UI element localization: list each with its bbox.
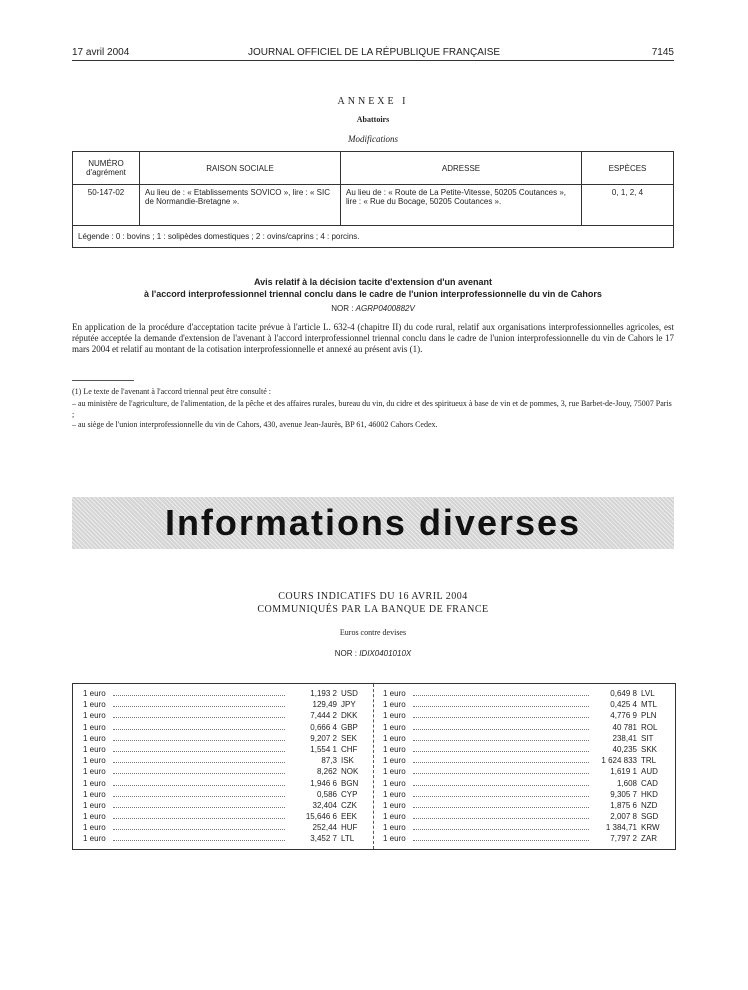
rate-row: [383, 800, 669, 811]
rate-value: 4,776 9: [610, 711, 637, 721]
leader-dots: [413, 733, 589, 741]
abattoirs-table: [72, 151, 674, 248]
cell-raison-sociale: Au lieu de : « Etablissements SOVICO », lire : « SIC de Normandie-Bretagne ».: [140, 185, 341, 226]
leader-dots: [113, 722, 285, 730]
journal-title: JOURNAL OFFICIEL DE LA RÉPUBLIQUE FRANÇAISE: [247, 47, 501, 58]
currency-code: CZK: [341, 800, 357, 810]
column-divider: [373, 684, 375, 849]
leader-dots: [413, 744, 589, 752]
currency-code: CYP: [341, 789, 358, 799]
currency-code: LVL: [641, 689, 655, 698]
rate-label: 1 euro: [383, 767, 406, 777]
rate-row: [83, 733, 363, 744]
leader-dots: [413, 710, 589, 718]
rate-value: 0,425 4: [610, 700, 637, 710]
rate-row: [83, 722, 363, 733]
rate-row: [83, 710, 363, 721]
rate-value: 8,262: [316, 767, 337, 777]
rate-label: 1 euro: [383, 700, 406, 710]
rate-value: 1,193 2: [310, 689, 337, 698]
rate-label: 1 euro: [383, 711, 406, 721]
table-row: [73, 185, 674, 226]
exchange-rates-table: [72, 683, 676, 850]
rate-row: [83, 833, 363, 844]
rate-value: 15,646 6: [305, 812, 337, 822]
rate-value: 1,554 1: [310, 744, 337, 754]
rate-row: [83, 755, 363, 766]
rate-value: 40 781: [612, 722, 637, 732]
rate-value: 9,305 7: [610, 789, 637, 799]
rate-label: 1 euro: [383, 689, 406, 698]
currency-code: JPY: [341, 700, 356, 710]
leader-dots: [413, 778, 589, 786]
rate-label: 1 euro: [383, 778, 406, 788]
currency-code: SGD: [641, 812, 659, 822]
currency-code: TRL: [641, 756, 657, 766]
currency-code: HKD: [641, 789, 658, 799]
currency-code: NOK: [341, 767, 359, 777]
cours-nor: [72, 649, 674, 658]
rate-label: 1 euro: [83, 778, 106, 788]
leader-dots: [413, 822, 589, 830]
footnote-intro: (1) Le texte de l'avenant à l'accord triennal peut être consulté :: [72, 387, 272, 396]
rate-row: [83, 778, 363, 789]
avis-title-line1: Avis relatif à la décision tacite d'extension d'un avenant: [253, 277, 493, 287]
currency-code: KRW: [641, 823, 660, 833]
annexe-title: ANNEXE I: [337, 96, 409, 107]
leader-dots: [413, 699, 589, 707]
currency-code: SIT: [641, 733, 654, 743]
rate-value: 1,946 6: [310, 778, 337, 788]
rate-row: [383, 833, 669, 844]
rate-label: 1 euro: [83, 689, 106, 698]
rate-label: 1 euro: [83, 789, 106, 799]
rate-row: [383, 744, 669, 755]
avis-paragraph: En application de la procédure d'acceptation tacite prévue à l'article L. 632-4 (chapitre II) du code rural, relatif aux organisations interprofessionnelles agricoles, est réputée acceptée la demande d'extension de l'avenant à l'accord interprofessionnel triennal conclu dans le cadre de l'union interprofessionnelle du vin de Cahors le 17 mars 2004 et relatif au montant de la cotisation interprofessionnelle et annexé au présent avis (1).: [72, 322, 674, 354]
rate-label: 1 euro: [383, 800, 406, 810]
leader-dots: [413, 789, 589, 797]
leader-dots: [413, 833, 589, 841]
footnote-item: – au siège de l'union interprofessionnelle du vin de Cahors, 430, avenue Jean-Jaurès, BP 61, 46002 Cahors Cedex.: [72, 420, 438, 429]
currency-code: SEK: [341, 733, 358, 743]
rate-row: [383, 778, 669, 789]
leader-dots: [113, 688, 285, 696]
avis-nor: [72, 304, 674, 313]
leader-dots: [413, 766, 589, 774]
annexe-subtitle: Abattoirs: [356, 115, 390, 124]
rate-label: 1 euro: [83, 767, 106, 777]
rate-value: 2,007 8: [610, 812, 637, 822]
header-rule: [72, 60, 674, 61]
currency-code: ROL: [641, 722, 658, 732]
currency-code: CAD: [641, 778, 658, 788]
currency-code: NZD: [641, 800, 658, 810]
rate-row: [383, 722, 669, 733]
currency-code: CHF: [341, 744, 358, 754]
leader-dots: [113, 733, 285, 741]
leader-dots: [113, 822, 285, 830]
rate-value: 7,797 2: [610, 834, 637, 844]
leader-dots: [113, 710, 285, 718]
leader-dots: [413, 755, 589, 763]
leader-dots: [113, 789, 285, 797]
rate-label: 1 euro: [83, 812, 106, 822]
rates-column-right: [383, 688, 669, 845]
currency-code: DKK: [341, 711, 358, 721]
rate-value: 40,235: [612, 744, 637, 754]
leader-dots: [113, 744, 285, 752]
leader-dots: [113, 811, 285, 819]
rate-row: [383, 710, 669, 721]
rate-value: 3,452 7: [310, 834, 337, 844]
rate-label: 1 euro: [83, 800, 106, 810]
currency-code: GBP: [341, 722, 358, 732]
currency-code: USD: [341, 689, 358, 698]
rate-row: [383, 699, 669, 710]
rate-value: 1,608: [616, 778, 637, 788]
rate-row: [383, 822, 669, 833]
currency-code: LTL: [341, 834, 355, 844]
rate-value: 238,41: [612, 733, 637, 743]
cours-subtitle: Euros contre devises: [339, 628, 407, 637]
rate-row: [383, 789, 669, 800]
rate-label: 1 euro: [383, 722, 406, 732]
currency-code: PLN: [641, 711, 657, 721]
rate-value: 129,49: [312, 700, 337, 710]
rate-label: 1 euro: [83, 700, 106, 710]
rate-value: 32,404: [312, 800, 337, 810]
leader-dots: [113, 833, 285, 841]
rate-label: 1 euro: [383, 812, 406, 822]
rate-row: [83, 822, 363, 833]
nor-label: NOR :: [334, 649, 357, 658]
footnote-item: – au ministère de l'agriculture, de l'alimentation, de la pêche et des affaires rurales, bureau du vin, du cidre et des spiritueux à base de vin et de pommes, 3, rue Barbet-de-Jouy, 75007 Paris ;: [72, 399, 672, 419]
rate-label: 1 euro: [83, 756, 106, 766]
leader-dots: [413, 688, 589, 696]
rate-value: 252,44: [312, 823, 337, 833]
rate-label: 1 euro: [83, 744, 106, 754]
currency-code: ISK: [341, 756, 354, 766]
rate-label: 1 euro: [83, 722, 106, 732]
rate-label: 1 euro: [83, 711, 106, 721]
avis-title-line2: à l'accord interprofessionnel triennal conclu dans le cadre de l'union interprofessionnelle du vin de Cahors: [144, 289, 602, 299]
column-header-especes: ESPÈCES: [582, 152, 674, 185]
rate-row: [383, 755, 669, 766]
rate-label: 1 euro: [383, 823, 406, 833]
currency-code: ZAR: [641, 834, 657, 844]
rate-row: [83, 789, 363, 800]
column-header-adresse: ADRESSE: [341, 152, 582, 185]
rate-value: 0,666 4: [310, 722, 337, 732]
section-banner: [72, 497, 674, 549]
nor-label: NOR :: [331, 304, 354, 313]
rate-label: 1 euro: [83, 733, 106, 743]
leader-dots: [113, 800, 285, 808]
currency-code: MTL: [641, 700, 657, 710]
table-legend: Légende : 0 : bovins ; 1 : solipèdes domestiques ; 2 : ovins/caprins ; 4 : porcins.: [73, 226, 674, 248]
rate-value: 0,649 8: [610, 689, 637, 698]
annexe-section: Modifications: [348, 134, 398, 144]
cell-adresse: Au lieu de : « Route de La Petite-Vitesse, 50205 Coutances », lire : « Rue du Bocage, 50205 Coutances ».: [341, 185, 582, 226]
rate-row: [383, 688, 669, 699]
rate-label: 1 euro: [383, 733, 406, 743]
rate-row: [83, 766, 363, 777]
leader-dots: [413, 800, 589, 808]
leader-dots: [413, 811, 589, 819]
rate-value: 0,586: [316, 789, 337, 799]
nor-code: AGRP0400882V: [355, 304, 415, 313]
header-date: 17 avril 2004: [72, 47, 130, 58]
rate-row: [83, 744, 363, 755]
rate-value: 1 384,71: [605, 823, 637, 833]
leader-dots: [113, 699, 285, 707]
column-header-numero: NUMÉRO d'agrément: [73, 152, 140, 185]
rate-row: [83, 800, 363, 811]
rate-row: [83, 699, 363, 710]
rate-row: [383, 733, 669, 744]
banner-title: Informations diverses: [164, 502, 582, 543]
cours-title-line2: COMMUNIQUÉS PAR LA BANQUE DE FRANCE: [257, 604, 489, 615]
page-number: 7145: [651, 47, 674, 58]
rate-value: 1,875 6: [610, 800, 637, 810]
rate-label: 1 euro: [383, 756, 406, 766]
rate-label: 1 euro: [83, 823, 106, 833]
rate-label: 1 euro: [383, 744, 406, 754]
currency-code: AUD: [641, 767, 658, 777]
currency-code: SKK: [641, 744, 658, 754]
leader-dots: [113, 766, 285, 774]
rate-value: 9,207 2: [310, 733, 337, 743]
rate-row: [383, 811, 669, 822]
cours-title-line1: COURS INDICATIFS DU 16 AVRIL 2004: [278, 591, 468, 602]
rate-value: 7,444 2: [310, 711, 337, 721]
leader-dots: [413, 722, 589, 730]
cell-especes: 0, 1, 2, 4: [582, 185, 674, 226]
leader-dots: [113, 778, 285, 786]
rate-value: 1,619 1: [610, 767, 637, 777]
column-header-raison-sociale: RAISON SOCIALE: [140, 152, 341, 185]
rate-value: 87,3: [321, 756, 337, 766]
rate-value: 1 624 833: [601, 756, 637, 766]
footnote-rule: [72, 380, 134, 381]
rate-row: [383, 766, 669, 777]
cell-numero: 50-147-02: [73, 185, 140, 226]
rate-row: [83, 688, 363, 699]
currency-code: EEK: [341, 812, 358, 822]
currency-code: HUF: [341, 823, 358, 833]
rate-label: 1 euro: [383, 789, 406, 799]
rate-row: [83, 811, 363, 822]
leader-dots: [113, 755, 285, 763]
rates-column-left: [83, 688, 363, 845]
rate-label: 1 euro: [383, 834, 406, 844]
rate-label: 1 euro: [83, 834, 106, 844]
nor-code: IDIX0401010X: [359, 649, 412, 658]
currency-code: BGN: [341, 778, 359, 788]
